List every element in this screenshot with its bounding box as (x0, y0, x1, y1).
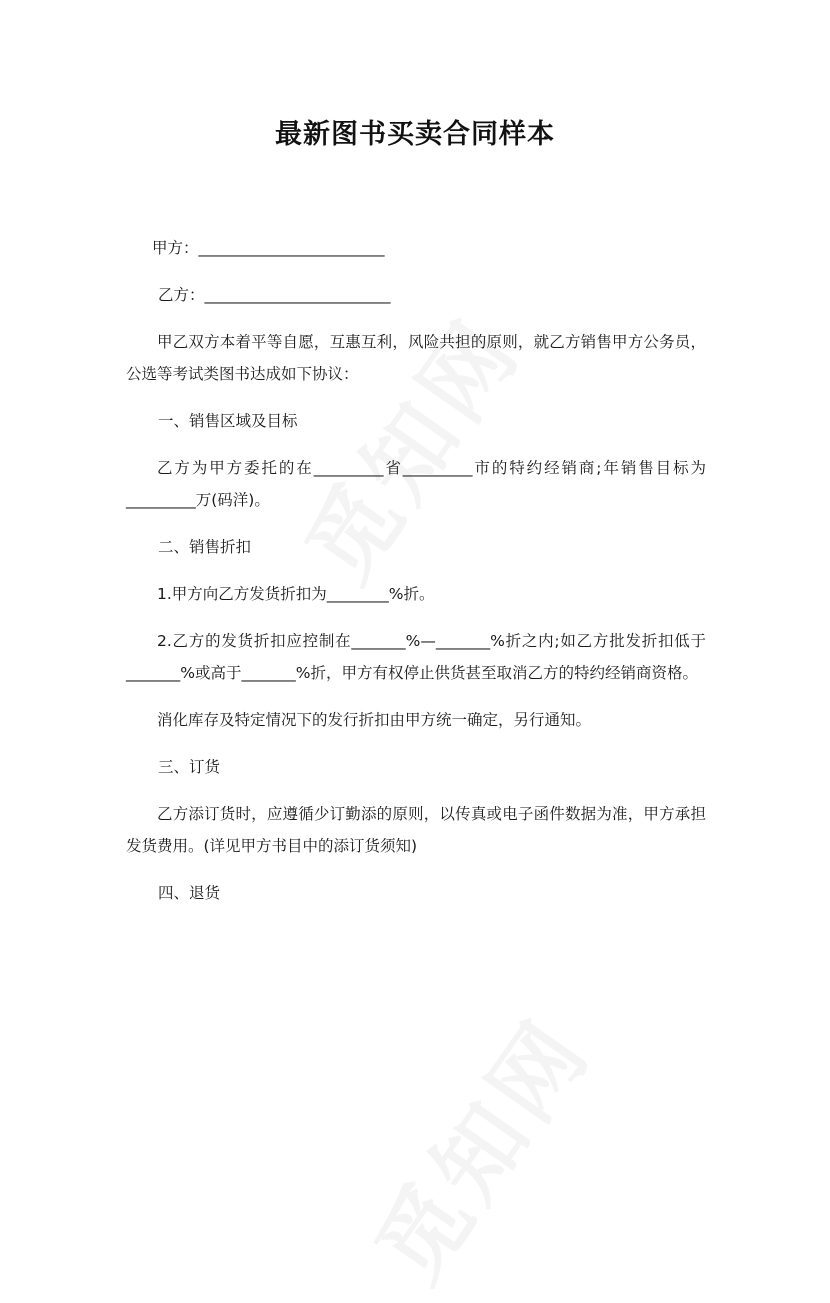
section-3-heading: 三、订货 (158, 758, 221, 776)
watermark (339, 987, 614, 1302)
party-a-line: 甲方：________________________ (152, 239, 385, 257)
section-1-body: 乙方为甲方委托的在_________省_________市的特约经销商;年销售目标为_________万(码洋)。 (126, 459, 706, 509)
section-4-heading: 四、退货 (158, 884, 221, 902)
section-2-item-2: 2.乙方的发货折扣应控制在_______%—_______%折之内;如乙方批发折扣低于_______%或高于_______%折，甲方有权停止供货甚至取消乙方的特约经销商资格。 (126, 632, 706, 682)
document-body (126, 232, 706, 909)
section-2-heading: 二、销售折扣 (158, 538, 252, 556)
section-2-item-3: 消化库存及特定情况下的发行折扣由甲方统一确定，另行通知。 (157, 711, 592, 729)
section-3-body: 乙方添订货时，应遵循少订勤添的原则，以传真或电子函件数据为准，甲方承担发货费用。(详见甲方书目中的添订货须知) (126, 805, 706, 855)
intro-paragraph: 甲乙双方本着平等自愿，互惠互利，风险共担的原则，就乙方销售甲方公务员，公选等考试类图书达成如下协议： (126, 333, 706, 383)
document-title: 最新图书买卖合同样本 (275, 119, 555, 150)
section-2-item-1: 1.甲方向乙方发货折扣为________%折。 (157, 585, 435, 603)
section-1-heading: 一、销售区域及目标 (158, 412, 298, 430)
party-b-line: 乙方：________________________ (158, 286, 391, 304)
